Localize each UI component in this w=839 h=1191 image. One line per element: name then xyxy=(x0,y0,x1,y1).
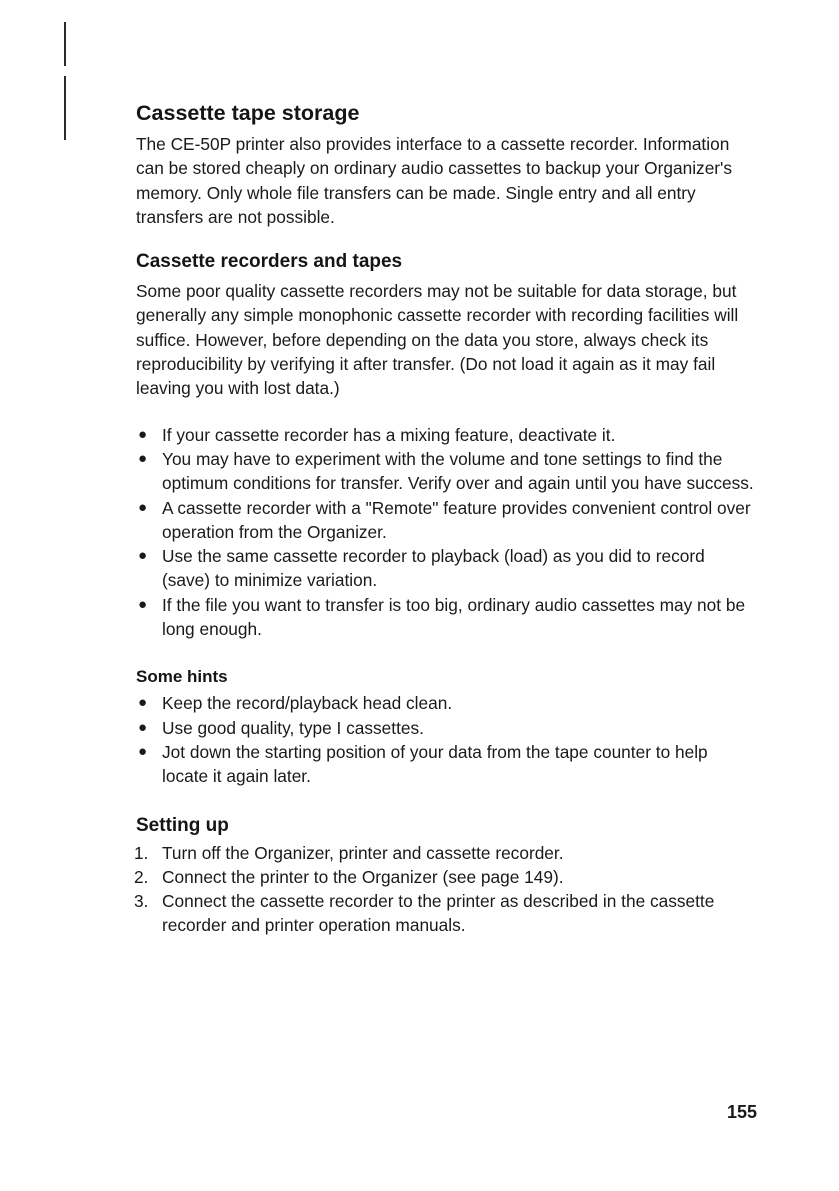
hints-list xyxy=(136,691,756,788)
list-item xyxy=(136,447,756,496)
section-heading-cassette-tape-storage: Cassette tape storage xyxy=(136,101,360,125)
list-item xyxy=(136,716,756,740)
page-content xyxy=(136,100,756,938)
section-heading-some-hints: Some hints xyxy=(136,667,228,687)
section-heading-recorders-and-tapes: Cassette recorders and tapes xyxy=(136,251,403,273)
list-item xyxy=(136,841,756,865)
step-number: 1. xyxy=(134,842,149,863)
bullet-icon: ● xyxy=(138,595,148,613)
list-item-text: Keep the record/playback head clean. xyxy=(162,693,453,714)
step-number: 2. xyxy=(134,866,149,887)
bullet-icon: ● xyxy=(138,718,148,736)
section-heading-setting-up: Setting up xyxy=(136,814,229,836)
step-number: 3. xyxy=(134,891,149,912)
list-item-text: Jot down the starting position of your data from the tape counter to help locate it again later. xyxy=(162,741,708,787)
list-item xyxy=(136,889,756,938)
bullet-icon: ● xyxy=(138,742,148,760)
list-item-text: If your cassette recorder has a mixing feature, deactivate it. xyxy=(162,424,616,445)
bullet-icon: ● xyxy=(138,425,148,443)
list-item-text: Use the same cassette recorder to playback (load) as you did to record (save) to minimize variation. xyxy=(162,546,705,591)
list-item-text: A cassette recorder with a "Remote" feature provides convenient control over operation from the Organizer. xyxy=(162,497,751,542)
binding-mark xyxy=(64,76,66,140)
bullet-icon: ● xyxy=(138,449,148,467)
list-item xyxy=(136,496,756,545)
list-item xyxy=(136,691,756,715)
bullet-icon: ● xyxy=(138,498,148,516)
setup-steps-list xyxy=(136,841,756,938)
list-item-text: If the file you want to transfer is too big, ordinary audio cassettes may not be long enough. xyxy=(162,594,746,640)
step-text: Connect the printer to the Organizer (see page 149). xyxy=(162,866,564,887)
list-item xyxy=(136,865,756,889)
binding-mark xyxy=(64,22,66,66)
list-item-text: Use good quality, type I cassettes. xyxy=(162,717,424,738)
paragraph-recorders-and-tapes: Some poor quality cassette recorders may not be suitable for data storage, but generally any simple monophonic cassette recorder with recording facilities will suffice. However, before depending on the data you store, always check its reproducibility by verifying it after transfer. (Do not load it again as it may fail leaving you with lost data.) xyxy=(136,281,739,399)
list-item-text: You may have to experiment with the volume and tone settings to find the optimum conditions for transfer. Verify over and again until you have success. xyxy=(162,448,754,494)
paragraph-cassette-storage: The CE-50P printer also provides interface to a cassette recorder. Information can be stored cheaply on ordinary audio cassettes to backup your Organizer's memory. Only whole file transfers can be made. Single entry and all entry transfers are not possible. xyxy=(136,134,733,227)
list-item xyxy=(136,423,756,447)
page-number: 155 xyxy=(727,1102,758,1122)
step-text: Connect the cassette recorder to the printer as described in the cassette recorder and printer operation manuals. xyxy=(162,891,715,936)
step-text: Turn off the Organizer, printer and cassette recorder. xyxy=(162,842,564,863)
bullet-icon: ● xyxy=(138,547,148,565)
recorder-tips-list xyxy=(136,423,756,642)
list-item xyxy=(136,544,756,593)
list-item xyxy=(136,593,756,642)
bullet-icon: ● xyxy=(138,694,148,712)
list-item xyxy=(136,740,756,789)
